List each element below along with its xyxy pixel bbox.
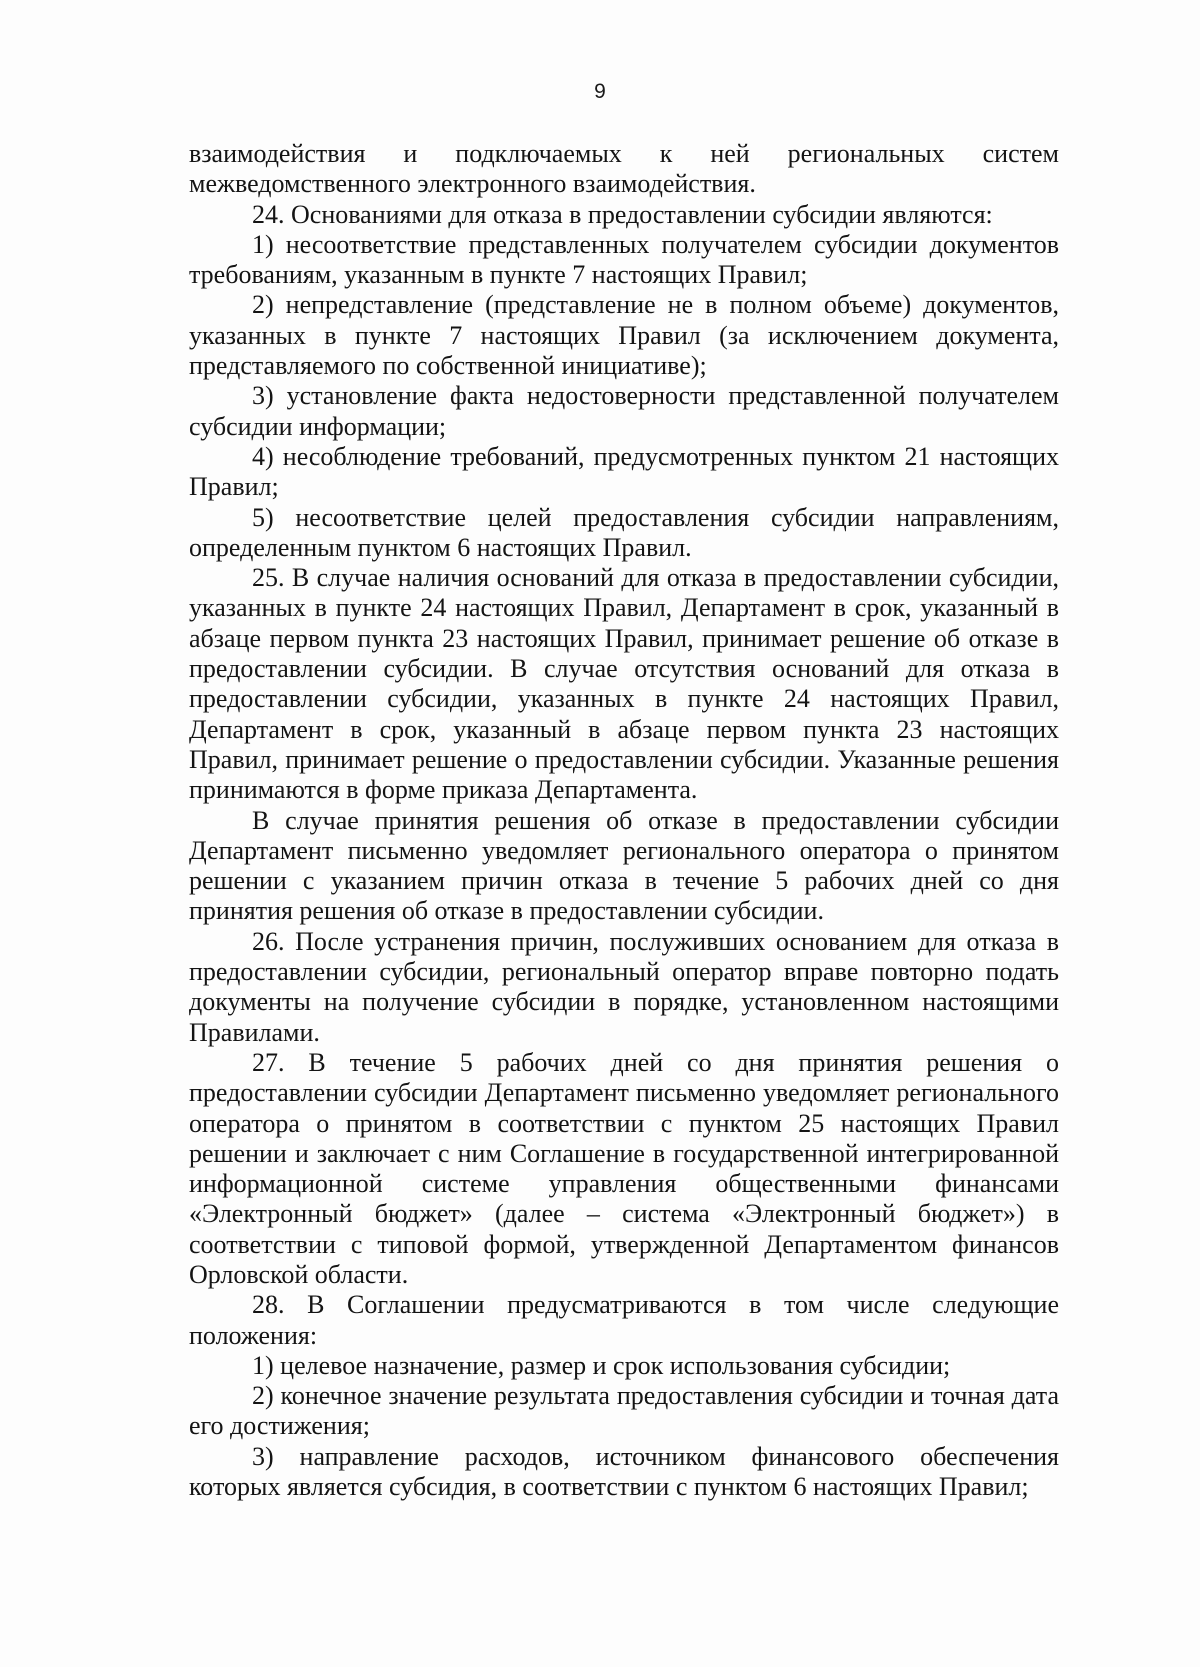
paragraph-clause-25: 25. В случае наличия оснований для отказа в предоставлении субсидии, указанных в пункте 24 настоящих Правил, Департамент в срок, указанный в абзаце первом пункта 23 настоящих Правил, принимает решение об отказе в предоставлении субсидии. В случае отсутствия оснований для отказа в предоставлении субсидии, указанных в пункте 24 настоящих Правил, Департамент в срок, указанный в абзаце первом пункта 23 настоящих Правил, принимает решение о предоставлении субсидии. Указанные решения принимаются в форме приказа Департамента.	[189, 563, 1059, 805]
paragraph-clause-24-item-4: 4) несоблюдение требований, предусмотренных пунктом 21 настоящих Правил;	[189, 441, 1059, 502]
paragraph-clause-28-item-2: 2) конечное значение результата предоставления субсидии и точная дата его достижения;	[189, 1381, 1059, 1441]
paragraph-clause-28-item-1: 1) целевое назначение, размер и срок использования субсидии;	[252, 1350, 951, 1380]
paragraph-clause-26: 26. После устранения причин, послуживших основанием для отказа в предоставлении субсидии, региональный оператор вправе повторно подать документы на получение субсидии в порядке, установленном настоящими Правилами.	[189, 926, 1059, 1047]
document-body	[189, 139, 1059, 1502]
paragraph-continuation: взаимодействия и подключаемых к ней региональных систем межведомственного электронного взаимодействия.	[189, 139, 1059, 199]
paragraph-clause-25-part-2: В случае принятия решения об отказе в предоставлении субсидии Департамент письменно уведомляет регионального оператора о принятом решении с указанием причин отказа в течение 5 рабочих дней со дня принятия решения об отказе в предоставлении субсидии.	[189, 805, 1059, 926]
paragraph-clause-24-item-2: 2) непредставление (представление не в полном объеме) документов, указанных в пункте 7 настоящих Правил (за исключением документа, представляемого по собственной инициативе);	[189, 290, 1059, 381]
paragraph-clause-28-item-3: 3) направление расходов, источником финансового обеспечения которых является субсидия, в соответствии с пунктом 6 настоящих Правил;	[189, 1441, 1059, 1502]
paragraph-clause-24: 24. Основаниями для отказа в предоставлении субсидии являются:	[252, 199, 993, 229]
paragraph-clause-24-item-5: 5) несоответствие целей предоставления субсидии направлениям, определенным пунктом 6 настоящих Правил.	[189, 502, 1059, 562]
paragraph-clause-27: 27. В течение 5 рабочих дней со дня принятия решения о предоставлении субсидии Департамент письменно уведомляет регионального оператора о принятом в соответствии с пунктом 25 настоящих Правил решении и заключает с ним Соглашение в государственной интегрированной информационной системе управления общественными финансами «Электронный бюджет» (далее – система «Электронный бюджет») в соответствии с типовой формой, утвержденной Департаментом финансов Орловской области.	[189, 1047, 1059, 1289]
paragraph-clause-24-item-3: 3) установление факта недостоверности представленной получателем субсидии информации;	[189, 381, 1059, 441]
paragraph-clause-28: 28. В Соглашении предусматриваются в том числе следующие положения:	[189, 1290, 1059, 1350]
page-number: 9	[594, 80, 606, 103]
paragraph-clause-24-item-1: 1) несоответствие представленных получателем субсидии документов требованиям, указанным в пункте 7 настоящих Правил;	[189, 229, 1059, 290]
